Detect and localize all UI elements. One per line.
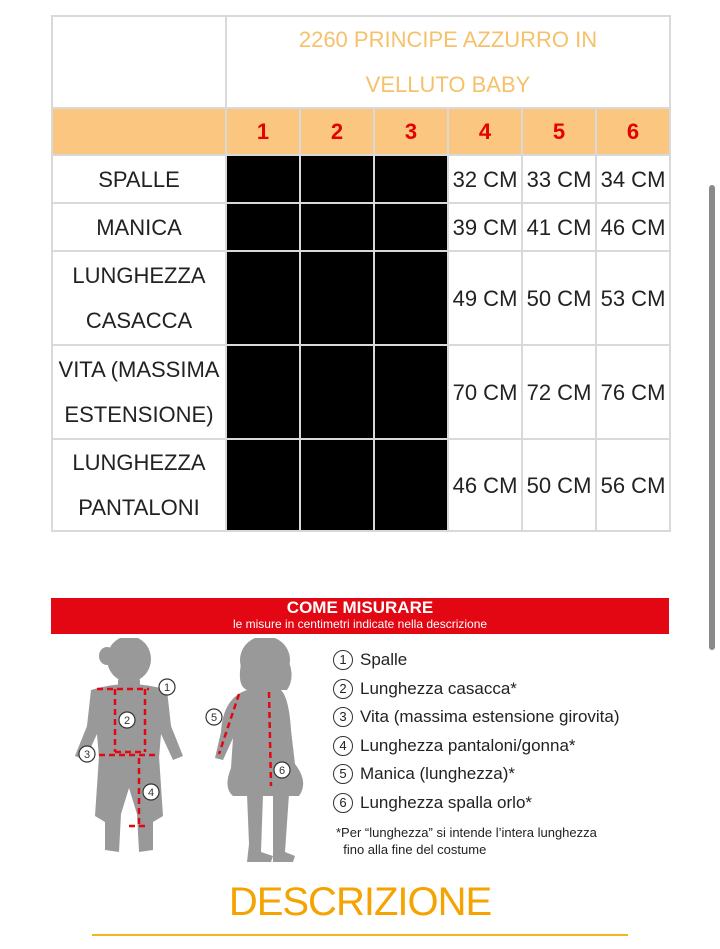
redacted-cell [300, 155, 374, 203]
table-cell: 49 CM [448, 251, 522, 345]
table-cell: 70 CM [448, 345, 522, 439]
redacted-cell [374, 439, 448, 531]
table-row [52, 203, 670, 251]
product-title-line-2: VELLUTO BABY [365, 72, 531, 97]
redacted-cell [300, 439, 374, 531]
row-label-line-2: CASACCA [85, 308, 193, 333]
description-heading: DESCRIZIONE [228, 880, 492, 924]
table-title-row [52, 16, 670, 108]
size-header-row [52, 108, 670, 155]
table-cell: 39 CM [448, 203, 522, 251]
table-row [52, 345, 670, 439]
list-item [333, 732, 673, 761]
size-header: 5 [522, 108, 596, 155]
list-item [333, 760, 673, 789]
size-header: 1 [226, 108, 300, 155]
size-chart-table [51, 15, 671, 532]
table-cell: 46 CM [448, 439, 522, 531]
size-header: 2 [300, 108, 374, 155]
size-header: 4 [448, 108, 522, 155]
redacted-cell [374, 155, 448, 203]
product-title [226, 16, 670, 108]
number-circle: 1 [333, 650, 353, 670]
marker-label: 2 [123, 715, 131, 727]
length-note [336, 824, 676, 858]
corner-cell [52, 16, 226, 108]
table-cell: 50 CM [522, 251, 596, 345]
marker-label: 5 [210, 712, 218, 724]
redacted-cell [300, 203, 374, 251]
girl-figure [215, 638, 303, 862]
list-item [333, 789, 673, 818]
row-label-line-1: VITA (MASSIMA [58, 357, 220, 382]
redacted-cell [226, 251, 300, 345]
table-row [52, 251, 670, 345]
list-item [333, 675, 673, 704]
size-header-corner [52, 108, 226, 155]
item-text: Lunghezza pantaloni/gonna* [360, 735, 576, 755]
number-circle: 4 [333, 736, 353, 756]
marker-label: 6 [278, 765, 286, 777]
redacted-cell [300, 345, 374, 439]
item-text: Manica (lunghezza)* [360, 764, 515, 784]
redacted-cell [374, 345, 448, 439]
item-text: Vita (massima estensione girovita) [360, 707, 620, 727]
list-item [333, 703, 673, 732]
how-to-measure-section [51, 598, 669, 863]
table-cell: 50 CM [522, 439, 596, 531]
measurement-list [333, 646, 673, 818]
redacted-cell [374, 251, 448, 345]
row-label-line-1: LUNGHEZZA [72, 450, 206, 475]
marker-label: 1 [163, 682, 171, 694]
measuring-figures-illustration [51, 638, 321, 868]
redacted-cell [226, 155, 300, 203]
row-label-line-2: ESTENSIONE) [64, 402, 214, 427]
how-to-measure-banner [51, 598, 669, 634]
table-cell: 32 CM [448, 155, 522, 203]
row-label: MANICA [52, 203, 226, 251]
row-label [52, 439, 226, 531]
item-text: Lunghezza spalla orlo* [360, 792, 533, 812]
marker-label: 4 [147, 787, 155, 799]
redacted-cell [226, 203, 300, 251]
row-label: SPALLE [52, 155, 226, 203]
boy-figure [75, 638, 183, 852]
table-cell: 53 CM [596, 251, 670, 345]
redacted-cell [226, 345, 300, 439]
size-header: 3 [374, 108, 448, 155]
how-to-measure-subtitle: le misure in centimetri indicate nella descrizione [232, 617, 488, 631]
item-text: Lunghezza casacca* [360, 678, 517, 698]
table-row [52, 439, 670, 531]
table-cell: 72 CM [522, 345, 596, 439]
row-label-line-1: LUNGHEZZA [72, 263, 206, 288]
row-label [52, 345, 226, 439]
table-cell: 56 CM [596, 439, 670, 531]
number-circle: 5 [333, 764, 353, 784]
product-title-line-1: 2260 PRINCIPE AZZURRO IN [298, 27, 598, 52]
table-cell: 41 CM [522, 203, 596, 251]
description-underline [92, 934, 628, 936]
number-circle: 6 [333, 793, 353, 813]
marker-label: 3 [83, 749, 91, 761]
page-scrollbar[interactable] [709, 185, 715, 650]
length-note-line-1: *Per “lunghezza” si intende l’intera lunghezza [336, 825, 597, 840]
number-circle: 3 [333, 707, 353, 727]
row-label-line-2: PANTALONI [78, 495, 200, 520]
size-header: 6 [596, 108, 670, 155]
number-circle: 2 [333, 679, 353, 699]
length-note-line-2: fino alla fine del costume [343, 842, 487, 857]
row-label [52, 251, 226, 345]
item-text: Spalle [360, 650, 408, 669]
table-cell: 46 CM [596, 203, 670, 251]
list-item [333, 646, 673, 675]
table-cell: 33 CM [522, 155, 596, 203]
table-cell: 76 CM [596, 345, 670, 439]
redacted-cell [226, 439, 300, 531]
redacted-cell [374, 203, 448, 251]
how-to-measure-title: COME MISURARE [286, 598, 434, 617]
table-cell: 34 CM [596, 155, 670, 203]
table-row [52, 155, 670, 203]
redacted-cell [300, 251, 374, 345]
